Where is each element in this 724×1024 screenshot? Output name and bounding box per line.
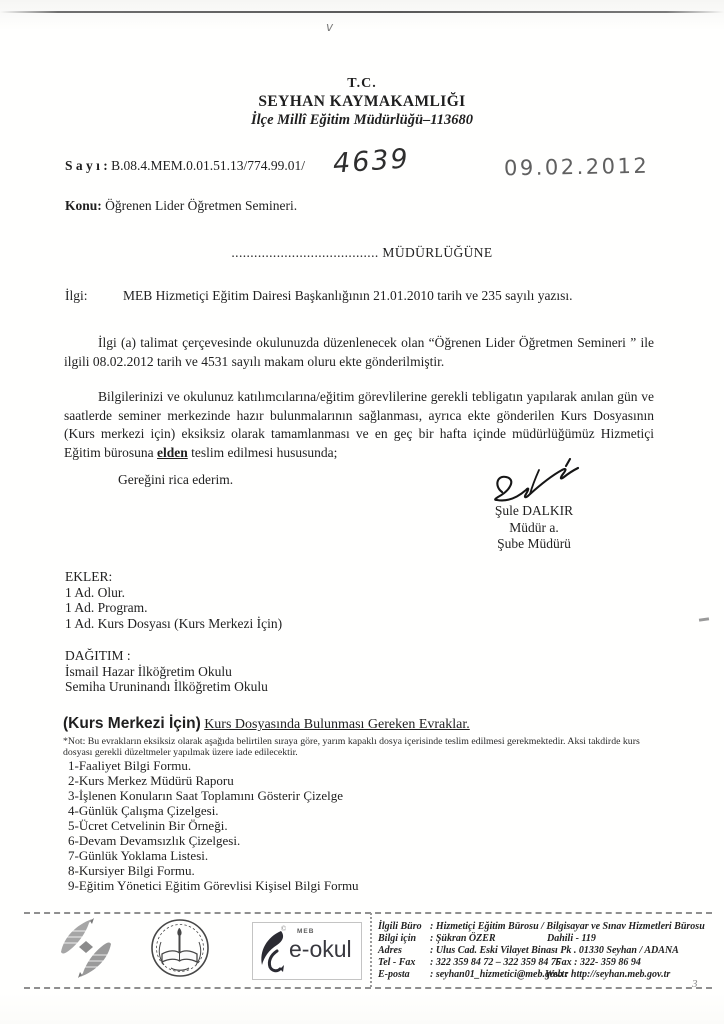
footer-value: : 322 359 84 72 – 322 359 84 75 <box>430 956 561 968</box>
konu-label: Konu: <box>65 198 102 213</box>
sayi-value: B.08.4.MEM.0.01.51.13/774.99.01/ <box>111 158 306 173</box>
footer-value: : Hizmetiçi Eğitim Bürosu / Bilgisayar ve Sınav Hizmetleri Bürosu <box>430 921 705 932</box>
stray-pen-mark <box>699 617 709 621</box>
ilgi-text: MEB Hizmetiçi Eğitim Dairesi Başkanlığının 21.01.2010 tarih ve 235 sayılı yazısı. <box>123 288 573 303</box>
footer-label: Bilgi için <box>378 932 417 944</box>
footer-extra: Fax : 322- 359 86 94 <box>555 956 641 968</box>
footer-row-adres <box>378 945 710 957</box>
kurs-heading <box>63 715 470 733</box>
footer-row-eposta <box>378 969 710 981</box>
e-okul-registered-icon: © <box>281 925 287 933</box>
body-paragraph-2 <box>64 388 654 462</box>
kurs-list-item: 9-Eğitim Yönetici Eğitim Görevlisi Kişisel Bilgi Formu <box>68 878 359 893</box>
e-okul-logo-icon <box>252 922 362 980</box>
kurs-list-item: 4-Günlük Çalışma Çizelgesi. <box>68 803 219 818</box>
footer-extra: Web : http://seyhan.meb.gov.tr <box>545 968 671 980</box>
kurs-list-item: 1-Faaliyet Bilgi Formu. <box>68 758 192 773</box>
recipient-line <box>0 245 724 261</box>
e-okul-swoosh-icon <box>257 929 291 975</box>
recipient-title: MÜDÜRLÜĞÜNE <box>382 245 493 260</box>
kurs-list-item: 3-İşlenen Konuların Saat Toplamını Gösterir Çizelge <box>68 788 344 803</box>
konu-line <box>65 198 297 214</box>
kurs-list-item: 7-Günlük Yoklama Listesi. <box>68 848 209 863</box>
signature-scribble-icon <box>488 458 588 508</box>
meb-emblem-icon <box>149 916 211 980</box>
footer-row-ilgili-buro <box>378 921 710 933</box>
footer-value: : seyhan01_hizmetici@meb.gov.tr <box>430 968 569 980</box>
signer-title-2: Şube Müdürü <box>497 536 571 551</box>
footer-value: : Şükran ÖZER <box>430 932 496 944</box>
closing-line: Gereğini rica ederim. <box>118 472 234 487</box>
letterhead-department: İlçe Millî Eğitim Müdürlüğü–113680 <box>251 112 473 128</box>
dagitim-section <box>65 648 268 695</box>
ekler-heading: EKLER: <box>65 569 113 584</box>
ekler-item: 1 Ad. Olur. <box>65 584 126 600</box>
kurs-note: *Not: Bu evrakların eksiksiz olarak aşağıda belirtilen sıraya göre, yarım kapaklı dosya içerisinde teslim edilmesi gerekmektedir. Aksi takdirde kurs dosyası gerekli düzeltmeler yapılmak üzere iade edilecektir. <box>63 736 640 759</box>
sayi-line <box>65 158 305 174</box>
dagitim-item: İsmail Hazar İlköğretim Okulu <box>65 663 232 679</box>
kurs-document-list <box>68 758 359 893</box>
scan-edge-line <box>0 11 724 13</box>
dagitim-item: Semiha Uruninandı İlköğretim Okulu <box>65 679 268 695</box>
handwritten-document-number: 4639 <box>332 143 411 180</box>
kurs-heading-bold: (Kurs Merkezi İçin) <box>63 715 201 732</box>
e-okul-wordmark: e-okul <box>289 936 352 962</box>
body-paragraph-1: İlgi (a) talimat çerçevesinde okulunuzda düzenlenecek olan “Öğrenen Lider Öğretmen Semineri ” ile ilgili 08.02.2012 tarih ve 4531 sayılı makam oluru ekte gönderilmiştir. <box>64 335 654 369</box>
dagitim-heading: DAĞITIM : <box>65 648 131 663</box>
kurs-list-item: 6-Devam Devamsızlık Çizelgesi. <box>68 833 241 848</box>
paragraph-2-tail: teslim edilmesi hususunda; <box>187 444 338 460</box>
ekler-section <box>65 569 282 631</box>
paragraph-2-emphasis: elden <box>157 444 188 460</box>
sayi-label: S a y ı : <box>65 158 108 173</box>
footer-label: E-posta <box>378 968 410 980</box>
signer-title-1: Müdür a. <box>509 520 559 535</box>
letterhead-tc: T.C. <box>347 76 377 91</box>
footer-contact-block <box>378 921 710 981</box>
handwritten-check-mark: v <box>326 20 334 34</box>
ekler-item: 1 Ad. Kurs Dosyası (Kurs Merkezi İçin) <box>65 615 283 631</box>
footer-extra: Dahili - 119 <box>547 932 596 944</box>
footer-label: Adres <box>378 944 402 956</box>
footer-dashed-line-top <box>24 912 712 914</box>
paragraph-2-text: Bilgilerinizi ve okulunuz katılımcılarına/eğitim görevlilerine gerekli tebligatın yapılarak anılan gün ve saatlerde seminer merkezinde hazır bulunmalarının sağlanması, ayrıca ekte gönderilen Kurs Dosyasının (Kurs merkezi için) eksiksiz olarak tamamlanması ve en geç bir hafta içinde müdürlüğümüz Hizmetiçi Eğitim bürosuna <box>64 389 654 460</box>
kurs-list-item: 2-Kurs Merkez Müdürü Raporu <box>68 773 234 788</box>
footer-value: : Ulus Cad. Eski Vilayet Binası Pk . 01330 Seyhan / ADANA <box>430 944 679 956</box>
seyhan-s-emblem-icon <box>56 917 116 979</box>
letterhead-office: SEYHAN KAYMAKAMLIĞI <box>258 93 466 110</box>
kurs-list-item: 5-Ücret Cetvelinin Bir Örneği. <box>68 818 228 833</box>
recipient-dots: ....................................... <box>231 245 379 260</box>
footer-label: Tel - Fax <box>378 956 416 968</box>
letterhead <box>0 76 724 129</box>
konu-value: Öğrenen Lider Öğretmen Semineri. <box>105 198 298 213</box>
ilgi-label: İlgi: <box>65 288 88 303</box>
kurs-list-item: 8-Kursiyer Bilgi Formu. <box>68 863 195 878</box>
ekler-item: 1 Ad. Program. <box>65 600 148 616</box>
footer-dotted-separator <box>370 913 372 987</box>
footer-dashed-line-bottom <box>24 987 712 989</box>
footer-row-tel-fax <box>378 957 710 969</box>
footer-row-bilgi-icin <box>378 933 710 945</box>
e-okul-meb-label: MEB <box>297 928 315 935</box>
handwritten-corner-mark: 3 <box>692 978 698 990</box>
kurs-heading-underlined: Kurs Dosyasında Bulunması Gereken Evraklar. <box>204 717 470 732</box>
signer-name: Şule DALKIR <box>494 503 574 518</box>
handwritten-date: 09.02.2012 <box>503 153 650 181</box>
footer-label: İlgili Büro <box>378 921 422 932</box>
